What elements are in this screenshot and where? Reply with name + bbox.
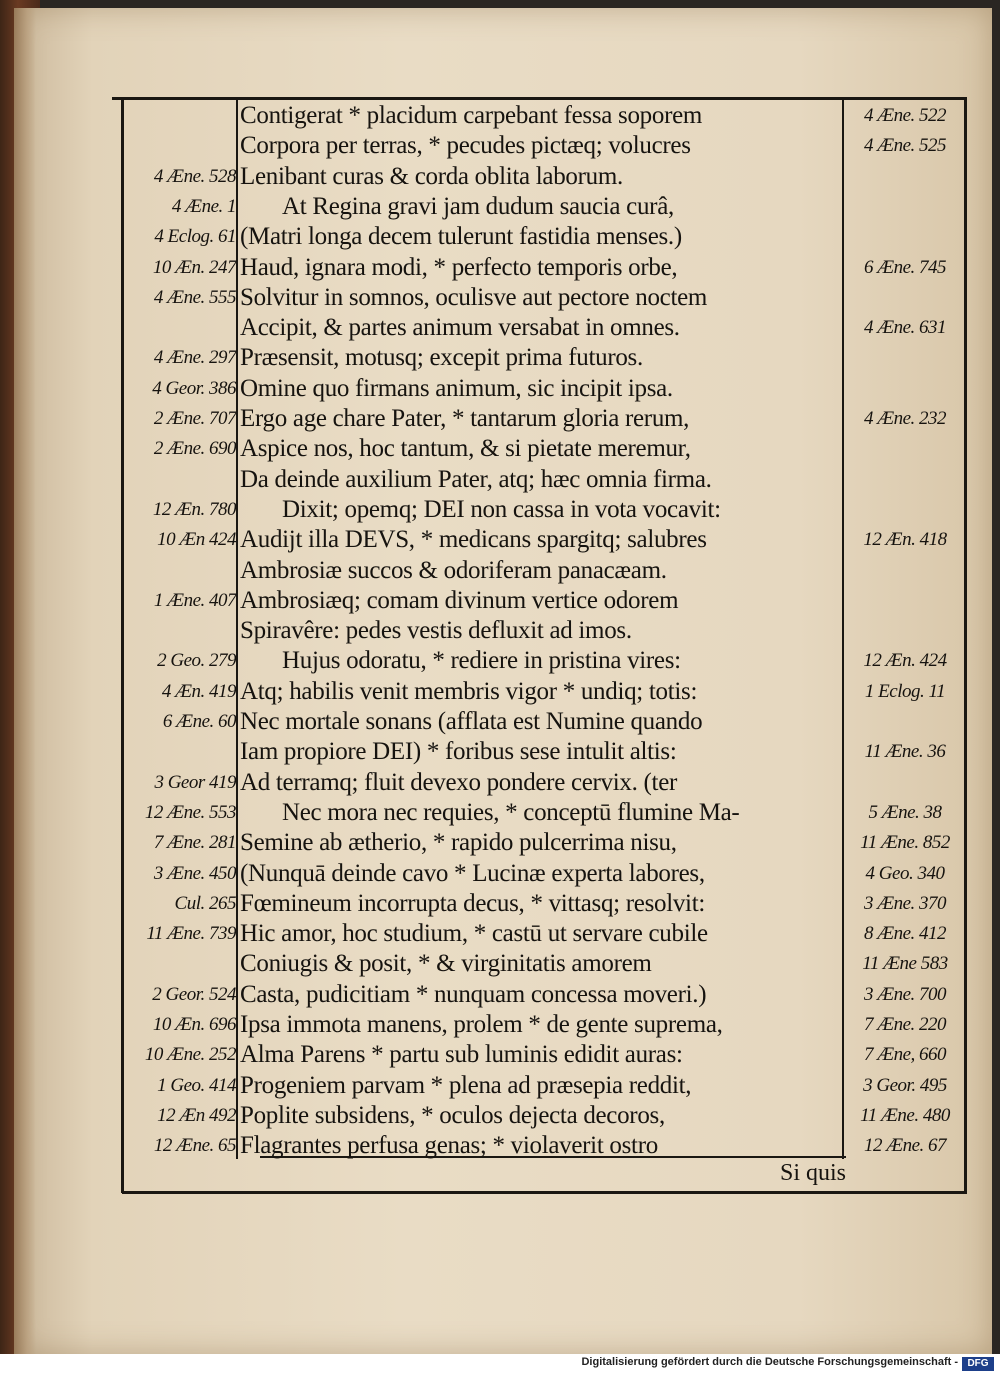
left-reference: 12 Æne. 553 (144, 802, 236, 823)
right-reference (844, 374, 966, 404)
left-reference (112, 313, 236, 343)
verse-line: Coniugis & posit, * & virginitatis amorem (240, 950, 652, 977)
left-reference: 12 Æne. 65 (153, 1135, 236, 1156)
right-reference (844, 434, 966, 464)
verse-line: Iam propiore DEI) * foribus sese intulit altis: (240, 738, 677, 765)
right-reference (844, 192, 966, 222)
verse-line: Contigerat * placidum carpebant fessa soporem (240, 102, 703, 129)
right-reference (844, 586, 966, 616)
left-reference: 4 Æne. 297 (153, 347, 236, 368)
footer-bar (0, 1354, 1000, 1374)
right-reference: 3 Geor. 495 (863, 1075, 947, 1096)
verse-line: Ambrosiæ succos & odoriferam panacæam. (240, 557, 667, 584)
footer-credit: Digitalisierung gefördert durch die Deutsche Forschungsgemeinschaft - (581, 1356, 958, 1368)
verse-line: Aspice nos, hoc tantum, & si pietate meremur, (240, 435, 691, 462)
verse-line: (Nunquā deinde cavo * Lucinæ experta labores, (240, 860, 705, 887)
right-reference: 12 Æn. 424 (863, 650, 947, 671)
right-reference: 4 Geo. 340 (865, 863, 945, 884)
verse-line: At Regina gravi jam dudum saucia curâ, (282, 193, 674, 220)
right-reference (844, 707, 966, 737)
right-reference (844, 343, 966, 373)
right-reference: 7 Æne. 220 (863, 1014, 947, 1035)
left-reference: 7 Æne. 281 (153, 832, 236, 853)
verse-line: Ipsa immota manens, prolem * de gente suprema, (240, 1011, 723, 1038)
left-reference: 3 Geor 419 (154, 772, 236, 793)
right-reference: 1 Eclog. 11 (864, 681, 946, 702)
page-gutter-shadow (14, 8, 36, 1354)
left-reference: 10 Æn. 247 (152, 257, 236, 278)
left-reference: 1 Geo. 414 (157, 1075, 236, 1096)
right-reference: 3 Æne. 370 (863, 893, 947, 914)
verse-line: Poplite subsidens, * oculos dejecta decoros, (240, 1102, 665, 1129)
left-reference (112, 101, 236, 131)
verse-line: Casta, pudicitiam * nunquam concessa moveri.) (240, 981, 707, 1008)
right-reference: 4 Æne. 232 (863, 408, 947, 429)
left-reference: 2 Geor. 524 (152, 984, 236, 1005)
right-reference (844, 616, 966, 646)
frame-top-rule (112, 97, 967, 100)
left-reference: 4 Æne. 1 (171, 196, 236, 217)
right-reference: 3 Æne. 700 (863, 984, 947, 1005)
right-reference (844, 162, 966, 192)
left-reference: 10 Æn. 696 (152, 1014, 236, 1035)
left-reference: 2 Æne. 707 (153, 408, 236, 429)
left-reference: 2 Æne. 690 (153, 438, 236, 459)
verse-line: Lenibant curas & corda oblita laborum. (240, 163, 623, 190)
verse-line: Flagrantes perfusa genas; * violaverit ostro (240, 1132, 658, 1159)
verse-line: Accipit, & partes animum versabat in omnes. (240, 314, 680, 341)
right-reference: 11 Æne. 36 (864, 741, 946, 762)
right-reference: 12 Æne. 67 (863, 1135, 947, 1156)
verse-line: Atq; habilis venit membris vigor * undiq; totis: (240, 678, 698, 705)
left-reference (112, 737, 236, 767)
left-margin-divider (236, 99, 238, 1159)
right-reference: 4 Æne. 522 (863, 105, 947, 126)
left-reference: 1 Æne. 407 (153, 590, 236, 611)
left-reference (112, 616, 236, 646)
right-reference (844, 283, 966, 313)
left-reference: 4 Æne. 528 (153, 166, 236, 187)
right-reference: 6 Æne. 745 (863, 257, 947, 278)
left-reference: 3 Æne. 450 (153, 863, 236, 884)
right-reference: 7 Æne, 660 (863, 1044, 947, 1065)
right-reference (844, 768, 966, 798)
verse-line: Ergo age chare Pater, * tantarum gloria rerum, (240, 405, 690, 432)
verse-line: Hujus odoratu, * rediere in pristina vires: (282, 647, 681, 674)
left-reference (112, 131, 236, 161)
catchword: Si quis (779, 1160, 846, 1186)
left-reference: 11 Æne. 739 (146, 923, 236, 944)
verse-line: Hic amor, hoc studium, * castū ut servare cubile (240, 920, 708, 947)
right-reference: 11 Æne 583 (862, 953, 948, 974)
verse-line: Ambrosiæq; comam divinum vertice odorem (240, 587, 679, 614)
verse-line: Ad terramq; fluit devexo pondere cervix. (ter (240, 769, 678, 796)
verse-line: Omine quo firmans animum, sic incipit ipsa. (240, 375, 673, 402)
left-reference (112, 949, 236, 979)
right-reference (844, 495, 966, 525)
right-reference (844, 465, 966, 495)
verse-line: Semine ab ætherio, * rapido pulcerrima nisu, (240, 829, 677, 856)
left-reference: 4 Geor. 386 (152, 378, 236, 399)
right-reference: 4 Æne. 525 (863, 135, 947, 156)
left-reference: 12 Æn. 780 (152, 499, 236, 520)
verse-line: Audijt illa DEVS, * medicans spargitq; salubres (240, 526, 707, 553)
verse-line: Nec mortale sonans (afflata est Numine quando (240, 708, 703, 735)
verse-line: Dixit; opemq; DEI non cassa in vota vocavit: (282, 496, 721, 523)
verse-line: (Matri longa decem tulerunt fastidia menses.) (240, 223, 682, 250)
verse-line: Progeniem parvam * plena ad præsepia reddit, (240, 1072, 692, 1099)
left-reference: 12 Æn 492 (157, 1105, 236, 1126)
right-reference (844, 556, 966, 586)
verse-line: Da deinde auxilium Pater, atq; hæc omnia firma. (240, 466, 712, 493)
dfg-logo: DFG (962, 1357, 994, 1371)
left-reference: 6 Æne. 60 (162, 711, 236, 732)
left-reference: 4 Eclog. 61 (154, 226, 236, 247)
verse-line: Haud, ignara modi, * perfecto temporis orbe, (240, 254, 678, 281)
frame-bottom-rule (122, 1191, 967, 1194)
right-reference: 12 Æn. 418 (863, 529, 947, 550)
right-reference: 8 Æne. 412 (863, 923, 947, 944)
left-reference (112, 465, 236, 495)
verse-line: Præsensit, motusq; excepit prima futuros. (240, 344, 643, 371)
left-reference: 4 Æne. 555 (153, 287, 236, 308)
left-reference: 10 Æn 424 (157, 529, 236, 550)
verse-line: Corpora per terras, * pecudes pictæq; volucres (240, 132, 691, 159)
verse-line: Nec mora nec requies, * conceptū flumine Ma- (282, 799, 740, 826)
right-reference: 5 Æne. 38 (868, 802, 942, 823)
right-reference: 11 Æne. 852 (860, 832, 950, 853)
verse-line: Alma Parens * partu sub luminis edidit auras: (240, 1041, 683, 1068)
verse-line: Fœmineum incorrupta decus, * vittasq; resolvit: (240, 890, 705, 917)
right-reference: 4 Æne. 631 (863, 317, 947, 338)
verse-line: Solvitur in somnos, oculisve aut pectore noctem (240, 284, 708, 311)
right-reference: 11 Æne. 480 (860, 1105, 950, 1126)
left-reference (112, 556, 236, 586)
verse-line: Spiravêre: pedes vestis defluxit ad imos. (240, 617, 632, 644)
left-reference: 10 Æne. 252 (144, 1044, 236, 1065)
left-reference: 4 Æn. 419 (161, 681, 236, 702)
right-reference (844, 222, 966, 252)
left-reference: Cul. 265 (174, 893, 236, 914)
left-reference: 2 Geo. 279 (157, 650, 236, 671)
